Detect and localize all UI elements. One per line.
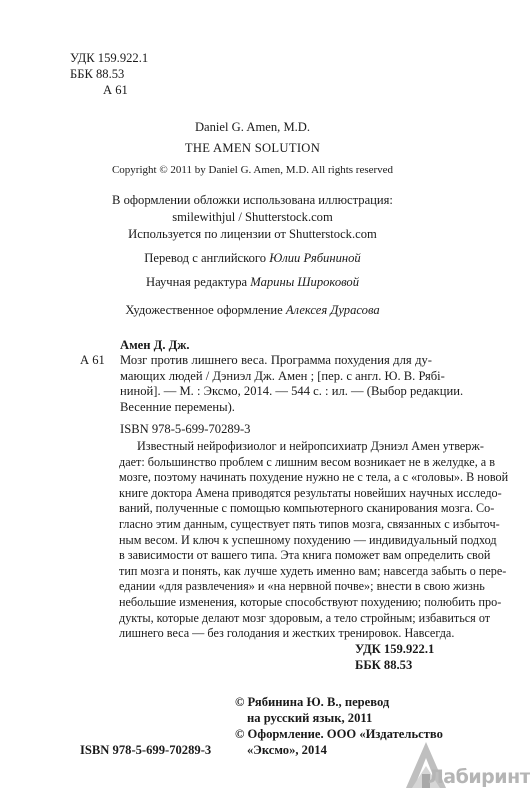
- bib-description: [120, 353, 464, 415]
- editor-label: Научная редактура: [145, 275, 251, 289]
- annotation-paragraph: [119, 439, 509, 642]
- annotation-line: гласно этим данным, существует пять типов мозга, связанных с избыточ-: [119, 516, 500, 531]
- annotation-line: ваний, полученные с помощью компьютерного сканирования мозга. Со-: [119, 501, 495, 516]
- cover-credit-line-3: Используется по лицензии от Shutterstock.com: [128, 227, 377, 241]
- annotation-line: лишнего веса — без голодания и жестких тренировок. Навсегда.: [119, 626, 455, 641]
- annotation-line: книге доктора Амена приводятся результаты новейших научных исследо-: [119, 485, 502, 500]
- designer-name: Алексея Дурасова: [285, 303, 380, 317]
- author-mark-top: А 61: [103, 83, 128, 97]
- watermark-text: Лабиринт: [428, 766, 530, 788]
- bib-heading: Амен Д. Дж.: [120, 338, 190, 352]
- annotation-line: тип мозга и понять, как лучше худеть именно вам; навсегда забыть о пере-: [119, 563, 507, 578]
- isbn-bottom: ISBN 978-5-699-70289-3: [80, 743, 212, 757]
- translator-name: Юлии Рябининой: [269, 251, 361, 265]
- translation-credit: [0, 251, 505, 266]
- annotation-line: дукты, которые делают мозг здоровым, а тело стройным; избавиться от: [119, 610, 491, 625]
- labirint-watermark-logo: [398, 736, 530, 796]
- udk-code-bottom: УДК 159.922.1: [355, 642, 435, 656]
- rights-line-4: «Эксмо», 2014: [247, 743, 327, 757]
- bib-line-2: мающих людей / Дэниэл Дж. Амен ; [пер. с англ. Ю. В. Рябi-: [120, 368, 445, 383]
- annotation-line: ным весом. И ключ к успешному похудению — индивидуальный подход: [119, 532, 497, 547]
- bib-author-mark: А 61: [80, 353, 105, 367]
- copyright-line: Copyright © 2011 by Daniel G. Amen, M.D. All rights reserved: [111, 164, 394, 176]
- design-label: Художественное оформление: [125, 303, 286, 317]
- cover-credit-line-2: smilewithjul / Shutterstock.com: [172, 210, 333, 224]
- bib-line-1: Мозг против лишнего веса. Программа похудения для ду-: [120, 353, 432, 367]
- annotation-line: в зависимости от вашего типа. Эта книга поможет вам определить свой: [119, 548, 491, 563]
- rights-line-2: на русский язык, 2011: [247, 711, 373, 725]
- annotation-line: небольшие изменения, которые способствуют похудению; полюбить про-: [119, 594, 502, 609]
- bbk-code-bottom: ББК 88.53: [355, 658, 413, 672]
- annotation-line: Известный нейрофизиолог и нейропсихиатр Дэниэл Амен утверж-: [137, 439, 484, 453]
- annotation-line: едании «для развлечения» и «на нервной почве»; внести в свою жизнь: [119, 579, 485, 594]
- rights-line-3: © Оформление. ООО «Издательство: [235, 727, 443, 741]
- original-title: THE AMEN SOLUTION: [184, 141, 321, 155]
- bib-isbn: ISBN 978-5-699-70289-3: [120, 422, 251, 436]
- udk-code-top: УДК 159.922.1: [70, 51, 149, 65]
- annotation-line: мозге, поэтому начинать похудение нужно не с тела, а с «головы». В новой: [119, 470, 509, 485]
- bbk-code-top: ББК 88.53: [70, 67, 125, 81]
- cover-credit-line-1: В оформлении обложки использована иллюстрация:: [112, 193, 393, 207]
- bib-line-3: ниной]. — М. : Эксмо, 2014. — 544 с. : ил. — (Выбор редакции.: [120, 384, 464, 399]
- translation-label: Перевод с английского: [144, 251, 270, 265]
- original-author: Daniel G. Amen, M.D.: [194, 120, 311, 134]
- rights-line-1: © Рябинина Ю. В., перевод: [235, 695, 390, 709]
- design-credit: [0, 303, 505, 318]
- editor-credit: [0, 275, 505, 290]
- editor-name: Марины Широковой: [250, 275, 360, 289]
- annotation-line: дает: большинство проблем с лишним весом возникает не в желудке, а в: [119, 454, 496, 469]
- bib-line-4: Весенние перемены).: [120, 399, 235, 414]
